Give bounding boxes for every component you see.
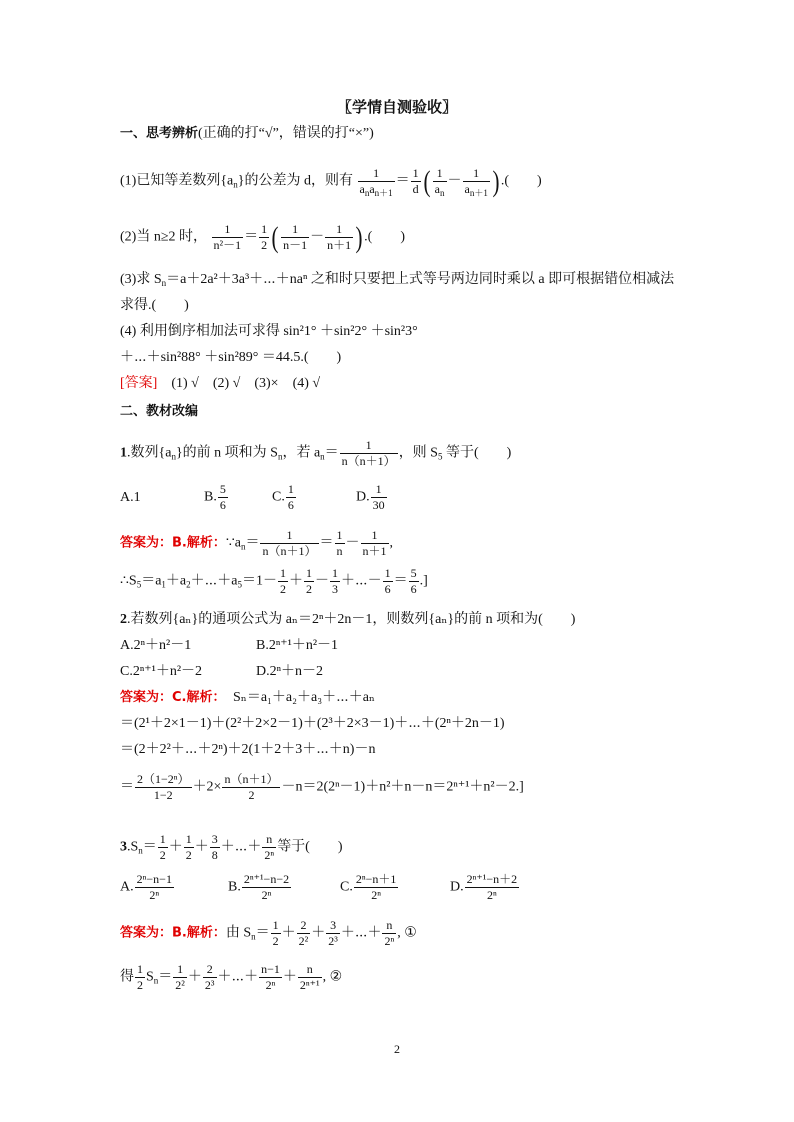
part2-q2-options-1	[120, 636, 680, 656]
part2-q2-options-2	[120, 662, 680, 682]
option-c: C. $\frac{1}{6}$	[272, 482, 294, 512]
part2-heading: 二、教材改编	[120, 404, 199, 419]
part1-heading: 一、思考辨析	[120, 126, 199, 141]
option-c: C.2ⁿ⁺¹＋n²－2	[120, 664, 203, 679]
part2-q2: 2.若数列{aₙ}的通项公式为 aₙ＝2ⁿ＋2n－1，则数列{aₙ}的前 n 项和为( )	[120, 612, 576, 627]
part1-heading-line	[120, 124, 680, 144]
part2-q1-answer-line2: $\therefore S_5=a_1+a_2+\cdots+a_5=1-$ $\frac{1}{2}$ ＋ $\frac{1}{2}$ － $\frac{1}{3}$ ＋⋯－ $\frac{1}{6}$ ＝ $\frac{5}{6}$ .]	[120, 566, 428, 596]
option-b: B.2ⁿ⁺¹＋n²－1	[256, 638, 339, 653]
part1-q4-line1: (4) 利用倒序相加法可求得 sin²1° ＋sin²2° ＋sin²3°	[120, 324, 418, 339]
part1-q2: (2)当 n≥2 时， $\frac{1}{\text{n²－1}}$ ＝ $\frac{1}{2}$ ( $\frac{1}{n-1}$ － $\frac{1}{n+1}$ ) .( )	[120, 220, 405, 254]
part2-q2-answer-line4: ＝ $\frac{\text{2（1−2ⁿ）}}{1-2}$ ＋2× $\frac{n(n+1)}{2}$ －n＝2(2ⁿ－1)＋n²＋n－n＝2ⁿ⁺¹＋n²－2.]	[120, 772, 524, 802]
option-d: D. $\frac{\text{2ⁿ⁺¹−n＋2}}{\text{2ⁿ}}$	[450, 872, 518, 902]
part1-q3-line2: 求得.( )	[120, 298, 189, 313]
part2-q2-answer: 答案为：C.解析： Sₙ＝a₁＋a₂＋a₃＋⋯＋aₙ	[120, 690, 375, 705]
part2-q1-options	[120, 482, 680, 513]
part2-q2-answer-line3: ＝(2＋2²＋⋯＋2ⁿ)＋2(1＋2＋3＋⋯＋n)－n	[120, 742, 376, 757]
q1-frac-left: $\frac{1}{a_na_{n+1}}$	[359, 166, 393, 198]
part1-q4-line2: ＋⋯＋sin²88° ＋sin²89° ＝44.5.( )	[120, 350, 342, 365]
part2-q3-answer-line2: 得 $\frac{1}{2}$ $S_n=$ $\frac{1}{\text{2²}}$ ＋ $\frac{2}{\text{2³}}$ ＋⋯＋ $\frac{n-1}{\text{2ⁿ}}$ ＋ $\frac{n}{\text{2ⁿ⁺¹}}$ , ②	[120, 962, 343, 992]
option-b: B. $\frac{\text{2ⁿ⁺¹−n−2}}{\text{2ⁿ}}$	[228, 872, 290, 902]
part2-q3-options	[120, 872, 680, 903]
answer-tag: [答案]	[120, 376, 158, 391]
option-d: D. $\frac{1}{30}$	[356, 482, 385, 512]
page-number: 2	[394, 1042, 400, 1056]
part2-q3-answer: 答案为：B.解析：由 $S_n=$ $\frac{1}{2}$ ＋ $\frac{2}{\text{2²}}$ ＋ $\frac{3}{\text{2³}}$ ＋⋯＋ $\frac{n}{\text{2ⁿ}}$ , ①	[120, 918, 417, 948]
part2-q1-answer: 答案为：B.解析：$\because a_n=$ $\frac{1}{n(n+1)}$ ＝ $\frac{1}{n}$ － $\frac{1}{n+1}$ ,	[120, 528, 394, 558]
option-b: B. $\frac{5}{6}$	[204, 482, 226, 512]
option-a: A. $\frac{\text{2ⁿ−n−1}}{\text{2ⁿ}}$	[120, 872, 172, 902]
option-a: A.2ⁿ＋n²－1	[120, 638, 192, 653]
answers-text: (1) √ (2) √ (3)× (4) √	[171, 376, 321, 391]
section-title: 〖学情自测验收〗	[336, 98, 457, 116]
part1-heading-note: (正确的打“√”，错误的打“×”)	[198, 126, 374, 141]
part1-q1: (1)已知等差数列$\{a_n\}$的公差为 d，则有 $\frac{1}{a_na_{n+1}}$ ＝ $\frac{1}{d}$ ( $\frac{1}{a_n}$ － $\frac{1}{a_{n+1}}$ ) .( )	[120, 164, 542, 198]
option-c: C. $\frac{\text{2ⁿ−n＋1}}{\text{2ⁿ}}$	[340, 872, 397, 902]
q1-frac-d: $\frac{1}{d}$	[412, 166, 419, 196]
option-d: D.2ⁿ＋n－2	[256, 664, 324, 679]
part1-answers	[120, 374, 680, 394]
option-a: A.1	[120, 489, 141, 505]
part2-q3: $3.S_n=$ $\frac{1}{2}$ ＋ $\frac{1}{2}$ ＋ $\frac{3}{8}$ ＋⋯＋ $\frac{n}{\text{2ⁿ}}$ 等于( )	[120, 832, 343, 862]
part1-q3-line1: (3)求 $S_n=a+2a^2+3a^3+\cdots+na^n$ 之和时只要把上式等号两边同时乘以 a 即可根据错位相减法	[120, 272, 675, 288]
part2-q1: 1.数列$\{a_n\}$的前 n 项和为 $S_n$，若 $a_n=$ $\frac{1}{n(n+1)}$ ，则 $S_5$ 等于( )	[120, 438, 512, 468]
part2-q2-answer-line2: ＝(2¹＋2×1－1)＋(2²＋2×2－1)＋(2³＋2×3－1)＋⋯＋(2ⁿ＋2n－1)	[120, 716, 505, 731]
